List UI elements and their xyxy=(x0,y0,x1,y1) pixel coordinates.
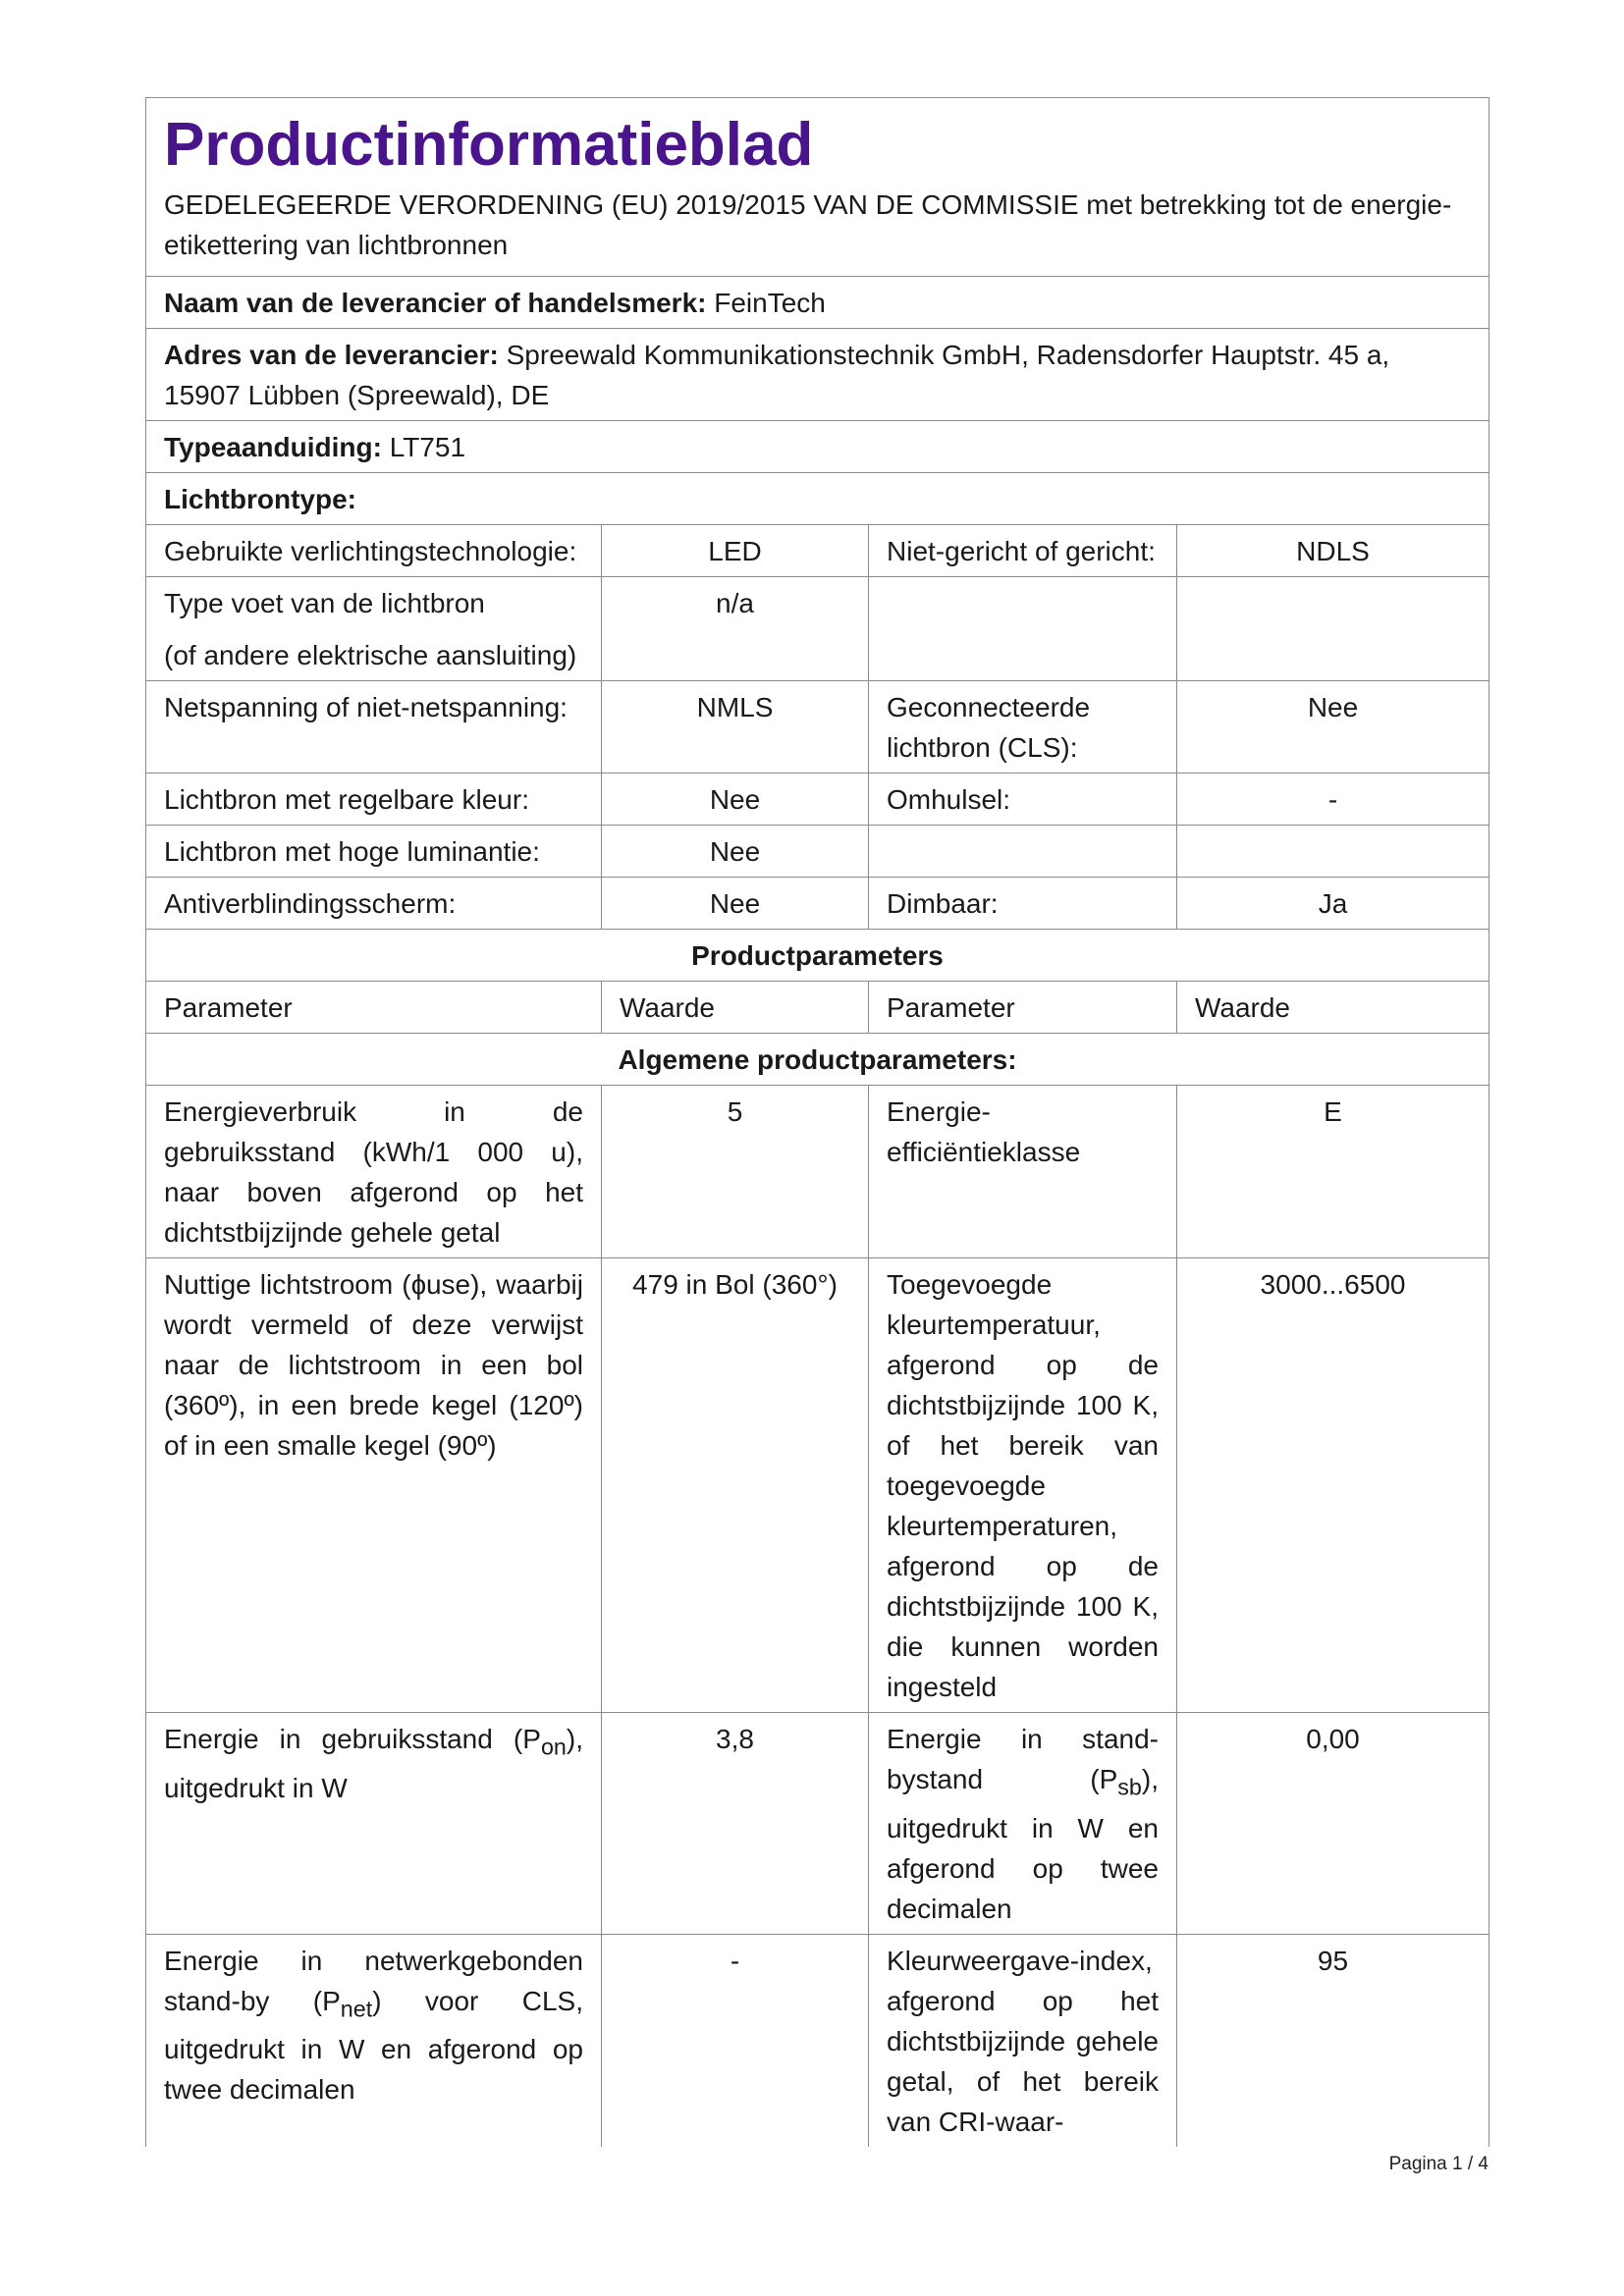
dimmable-label: Dimbaar: xyxy=(869,878,1177,930)
hlls-value: Nee xyxy=(602,826,869,878)
param-value: E xyxy=(1177,1086,1489,1258)
column-header-row xyxy=(146,982,1489,1034)
table-row xyxy=(146,1086,1489,1258)
table-row xyxy=(146,681,1489,774)
table-row xyxy=(146,1258,1489,1713)
table-row xyxy=(146,774,1489,826)
tech-label: Gebruikte verlichtingstechnologie: xyxy=(146,525,602,577)
empty-cell xyxy=(869,826,1177,878)
envelope-value: - xyxy=(1177,774,1489,826)
general-parameters-heading: Algemene productparameters: xyxy=(146,1034,1489,1086)
lightsource-type-row xyxy=(146,473,1489,525)
column-header-parameter: Parameter xyxy=(146,982,602,1034)
table-row xyxy=(146,525,1489,577)
empty-cell xyxy=(1177,826,1489,878)
section-row xyxy=(146,1034,1489,1086)
column-header-value: Waarde xyxy=(1177,982,1489,1034)
column-header-value: Waarde xyxy=(602,982,869,1034)
cap-label: Type voet van de lichtbron xyxy=(164,588,485,618)
hlls-label: Lichtbron met hoge luminantie: xyxy=(146,826,602,878)
param-label: Kleurweergave-index, afgerond op het dichtstbijzijnde gehele getal, of het bereik van CRI-waar- xyxy=(869,1934,1177,2147)
table-row xyxy=(146,826,1489,878)
directional-label: Niet-gericht of gericht: xyxy=(869,525,1177,577)
param-value: 95 xyxy=(1177,1934,1489,2147)
supplier-name-row xyxy=(146,277,1489,329)
glare-value: Nee xyxy=(602,878,869,930)
param-value: 3,8 xyxy=(602,1713,869,1935)
param-label: Toegevoegde kleurtemperatuur, afgerond op de dichtstbijzijnde 100 K, of het bereik van toegevoegde kleurtemperaturen, afgerond op de dichtstbijzijnde 100 K, die kunnen worden ingesteld xyxy=(869,1258,1177,1713)
param-value: 3000...6500 xyxy=(1177,1258,1489,1713)
section-row xyxy=(146,930,1489,982)
table-row xyxy=(146,1713,1489,1935)
empty-cell xyxy=(869,577,1177,681)
colour-label: Lichtbron met regelbare kleur: xyxy=(146,774,602,826)
cls-label: Geconnecteerde lichtbron (CLS): xyxy=(869,681,1177,774)
cap-label-note: (of andere elektrische aansluiting) xyxy=(164,640,577,670)
type-row xyxy=(146,421,1489,473)
envelope-label: Omhulsel: xyxy=(869,774,1177,826)
supplier-name-label: Naam van de leverancier of handelsmerk: xyxy=(164,288,707,318)
column-header-parameter: Parameter xyxy=(869,982,1177,1034)
mains-label: Netspanning of niet-netspanning: xyxy=(146,681,602,774)
param-label: Energie in gebruiksstand $(P_{on})$, uitgedrukt in W xyxy=(146,1713,602,1935)
param-label: Energie-efficiëntieklasse xyxy=(869,1086,1177,1258)
product-info-sheet xyxy=(145,97,1489,2147)
param-label: Energieverbruik in de gebruiksstand (kWh/1 000 u), naar boven afgerond op het dichtstbijzijnde gehele getal xyxy=(146,1086,602,1258)
cap-value: n/a xyxy=(602,577,869,681)
empty-cell xyxy=(1177,577,1489,681)
supplier-address-value: Spreewald Kommunikationstechnik GmbH, Radensdorfer Hauptstr. 45 a, 15907 Lübben (Spreewald), DE xyxy=(164,340,1390,410)
supplier-address-row xyxy=(146,329,1489,421)
lightsource-type-label: Lichtbrontype: xyxy=(146,473,1489,525)
table-row xyxy=(146,577,1489,681)
product-info-table xyxy=(145,97,1489,2147)
param-value: - xyxy=(602,1934,869,2147)
table-row xyxy=(146,1934,1489,2147)
type-value: LT751 xyxy=(389,432,466,462)
regulation-text: GEDELEGEERDE VERORDENING (EU) 2019/2015 VAN DE COMMISSIE met betrekking tot de energie-etikettering van lichtbronnen xyxy=(164,189,1452,260)
glare-label: Antiverblindingsscherm: xyxy=(146,878,602,930)
param-label: Nuttige lichtstroom (ɸuse), waarbij wordt vermeld of deze verwijst naar de lichtstroom in een bol (360º), in een brede kegel (120º) of in een smalle kegel (90º) xyxy=(146,1258,602,1713)
type-label: Typeaanduiding: xyxy=(164,432,382,462)
param-value: 0,00 xyxy=(1177,1713,1489,1935)
tech-value: LED xyxy=(602,525,869,577)
dimmable-value: Ja xyxy=(1177,878,1489,930)
param-label: Energie in netwerkgebonden stand-by $(P_{net})$ voor CLS, uitgedrukt in W en afgerond op twee decimalen xyxy=(146,1934,602,2147)
table-row xyxy=(146,878,1489,930)
supplier-address-label: Adres van de leverancier: xyxy=(164,340,499,370)
product-parameters-heading: Productparameters xyxy=(146,930,1489,982)
param-value: 479 in Bol (360°) xyxy=(602,1258,869,1713)
param-label: Energie in stand-bystand $(P_{sb})$, uitgedrukt in W en afgerond op twee decimalen xyxy=(869,1713,1177,1935)
directional-value: NDLS xyxy=(1177,525,1489,577)
header-row xyxy=(146,98,1489,277)
cls-value: Nee xyxy=(1177,681,1489,774)
page-number: Pagina 1 / 4 xyxy=(1388,2154,1489,2174)
supplier-name-value: FeinTech xyxy=(714,288,826,318)
param-value: 5 xyxy=(602,1086,869,1258)
page-title: Productinformatieblad xyxy=(164,111,814,179)
mains-value: NMLS xyxy=(602,681,869,774)
colour-value: Nee xyxy=(602,774,869,826)
